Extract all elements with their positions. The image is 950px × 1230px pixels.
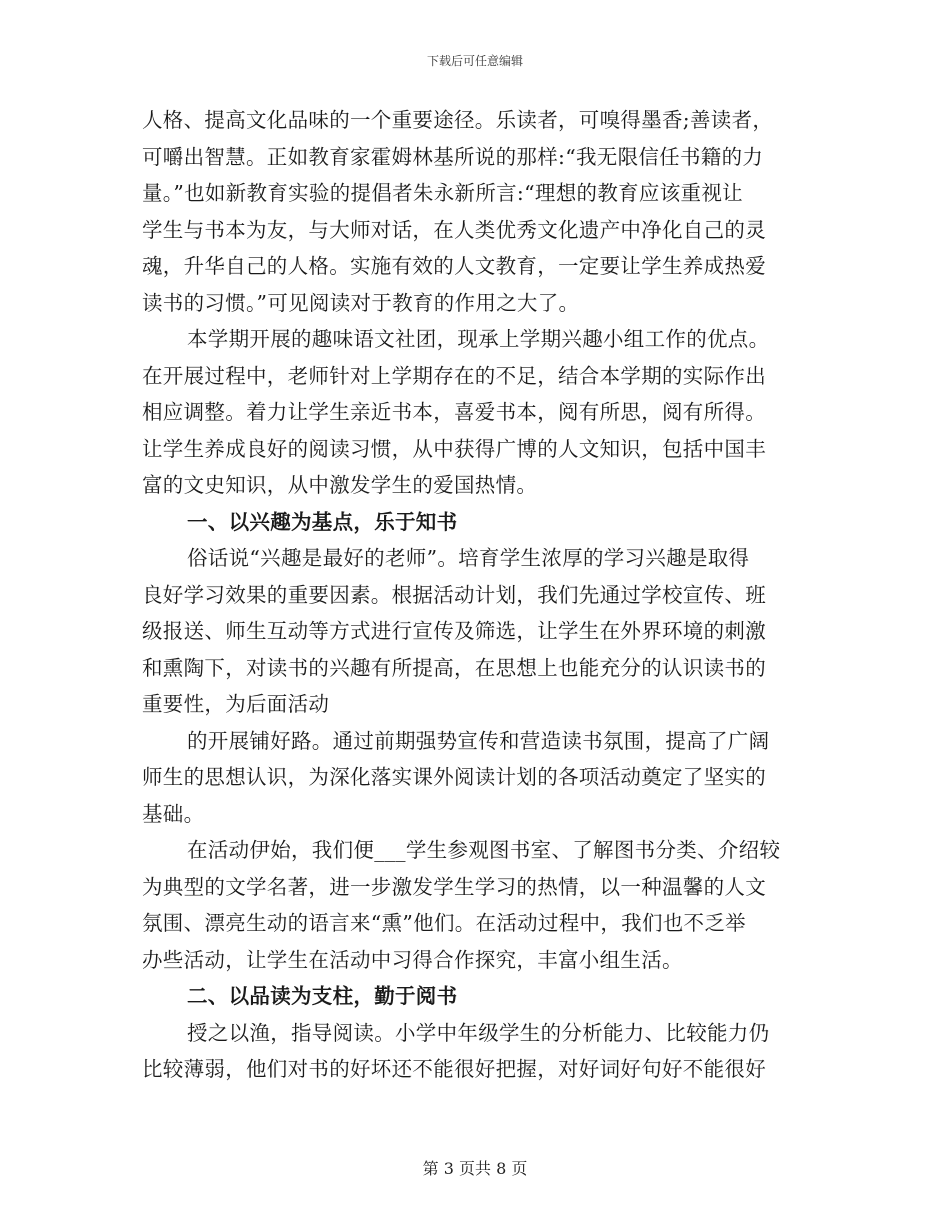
text-line: 让学生养成良好的阅读习惯，从中获得广博的人文知识，包括中国丰 <box>142 436 766 461</box>
page-footer: 第 3 页共 8 页 <box>422 1159 528 1178</box>
text-line: 级报送、师生互动等方式进行宣传及筛选，让学生在外界环境的刺激 <box>142 619 766 643</box>
text-line: 俗话说“兴趣是最好的老师”。培育学生浓厚的学习兴趣是取得 <box>187 546 750 570</box>
text-line: 读书的习惯。”可见阅读对于教育的作用之大了。 <box>142 290 580 315</box>
text-line: 富的文史知识，从中激发学生的爱国热情。 <box>142 473 538 497</box>
text-line: 在活动伊始，我们便___学生参观图书室、了解图书分类、介绍较 <box>187 838 781 862</box>
section-heading: 一、以兴趣为基点，乐于知书 <box>187 509 458 534</box>
section-heading: 二、以品读为支柱，勤于阅书 <box>187 984 458 1008</box>
page-header: 下载后可任意编辑 <box>426 54 523 68</box>
text-line: 和熏陶下，对读书的兴趣有所提高，在思想上也能充分的认识读书的 <box>142 655 766 680</box>
text-line: 师生的思想认识，为深化落实课外阅读计划的各项活动奠定了坚实的 <box>142 765 766 789</box>
text-line: 氛围、漂亮生动的语言来“熏”他们。在活动过程中，我们也不乏举 <box>142 911 746 935</box>
text-line: 学生与书本为友，与大师对话，在人类优秀文化遗产中净化自己的灵 <box>142 217 766 242</box>
text-line: 量。”也如新教育实验的提倡者朱永新所言:“理想的教育应该重视让 <box>142 181 743 205</box>
text-line: 授之以渔，指导阅读。小学中年级学生的分析能力、比较能力仍 <box>187 1020 770 1045</box>
text-line: 相应调整。着力让学生亲近书本，喜爱书本，阅有所思，阅有所得。 <box>142 400 766 424</box>
text-line: 为典型的文学名著，进一步激发学生学习的热情，以一种温馨的人文 <box>142 874 766 899</box>
text-line: 魂，升华自己的人格。实施有效的人文教育，一定要让学生养成热爱 <box>142 254 766 278</box>
text-line: 本学期开展的趣味语文社团，现承上学期兴趣小组工作的优点。 <box>187 327 770 351</box>
text-line: 比较薄弱，他们对书的好坏还不能很好把握，对好词好句好不能很好 <box>142 1057 766 1081</box>
text-line: 办些活动，让学生在活动中习得合作探究，丰富小组生活。 <box>142 947 683 972</box>
text-line: 人格、提高文化品味的一个重要途径。乐读者，可嗅得墨香;善读者， <box>142 108 774 132</box>
text-line: 在开展过程中，老师针对上学期存在的不足，结合本学期的实际作出 <box>142 363 766 388</box>
document-body <box>142 102 810 1088</box>
text-line: 可嚼出智慧。正如教育家霍姆林基所说的那样:“我无限信任书籍的力 <box>142 144 764 169</box>
text-line: 的开展铺好路。通过前期强势宣传和营造读书氛围，提高了广阔 <box>187 728 770 753</box>
text-line: 重要性，为后面活动 <box>142 692 330 716</box>
text-line: 基础。 <box>142 801 205 826</box>
text-line: 良好学习效果的重要因素。根据活动计划，我们先通过学校宣传、班 <box>142 582 766 607</box>
